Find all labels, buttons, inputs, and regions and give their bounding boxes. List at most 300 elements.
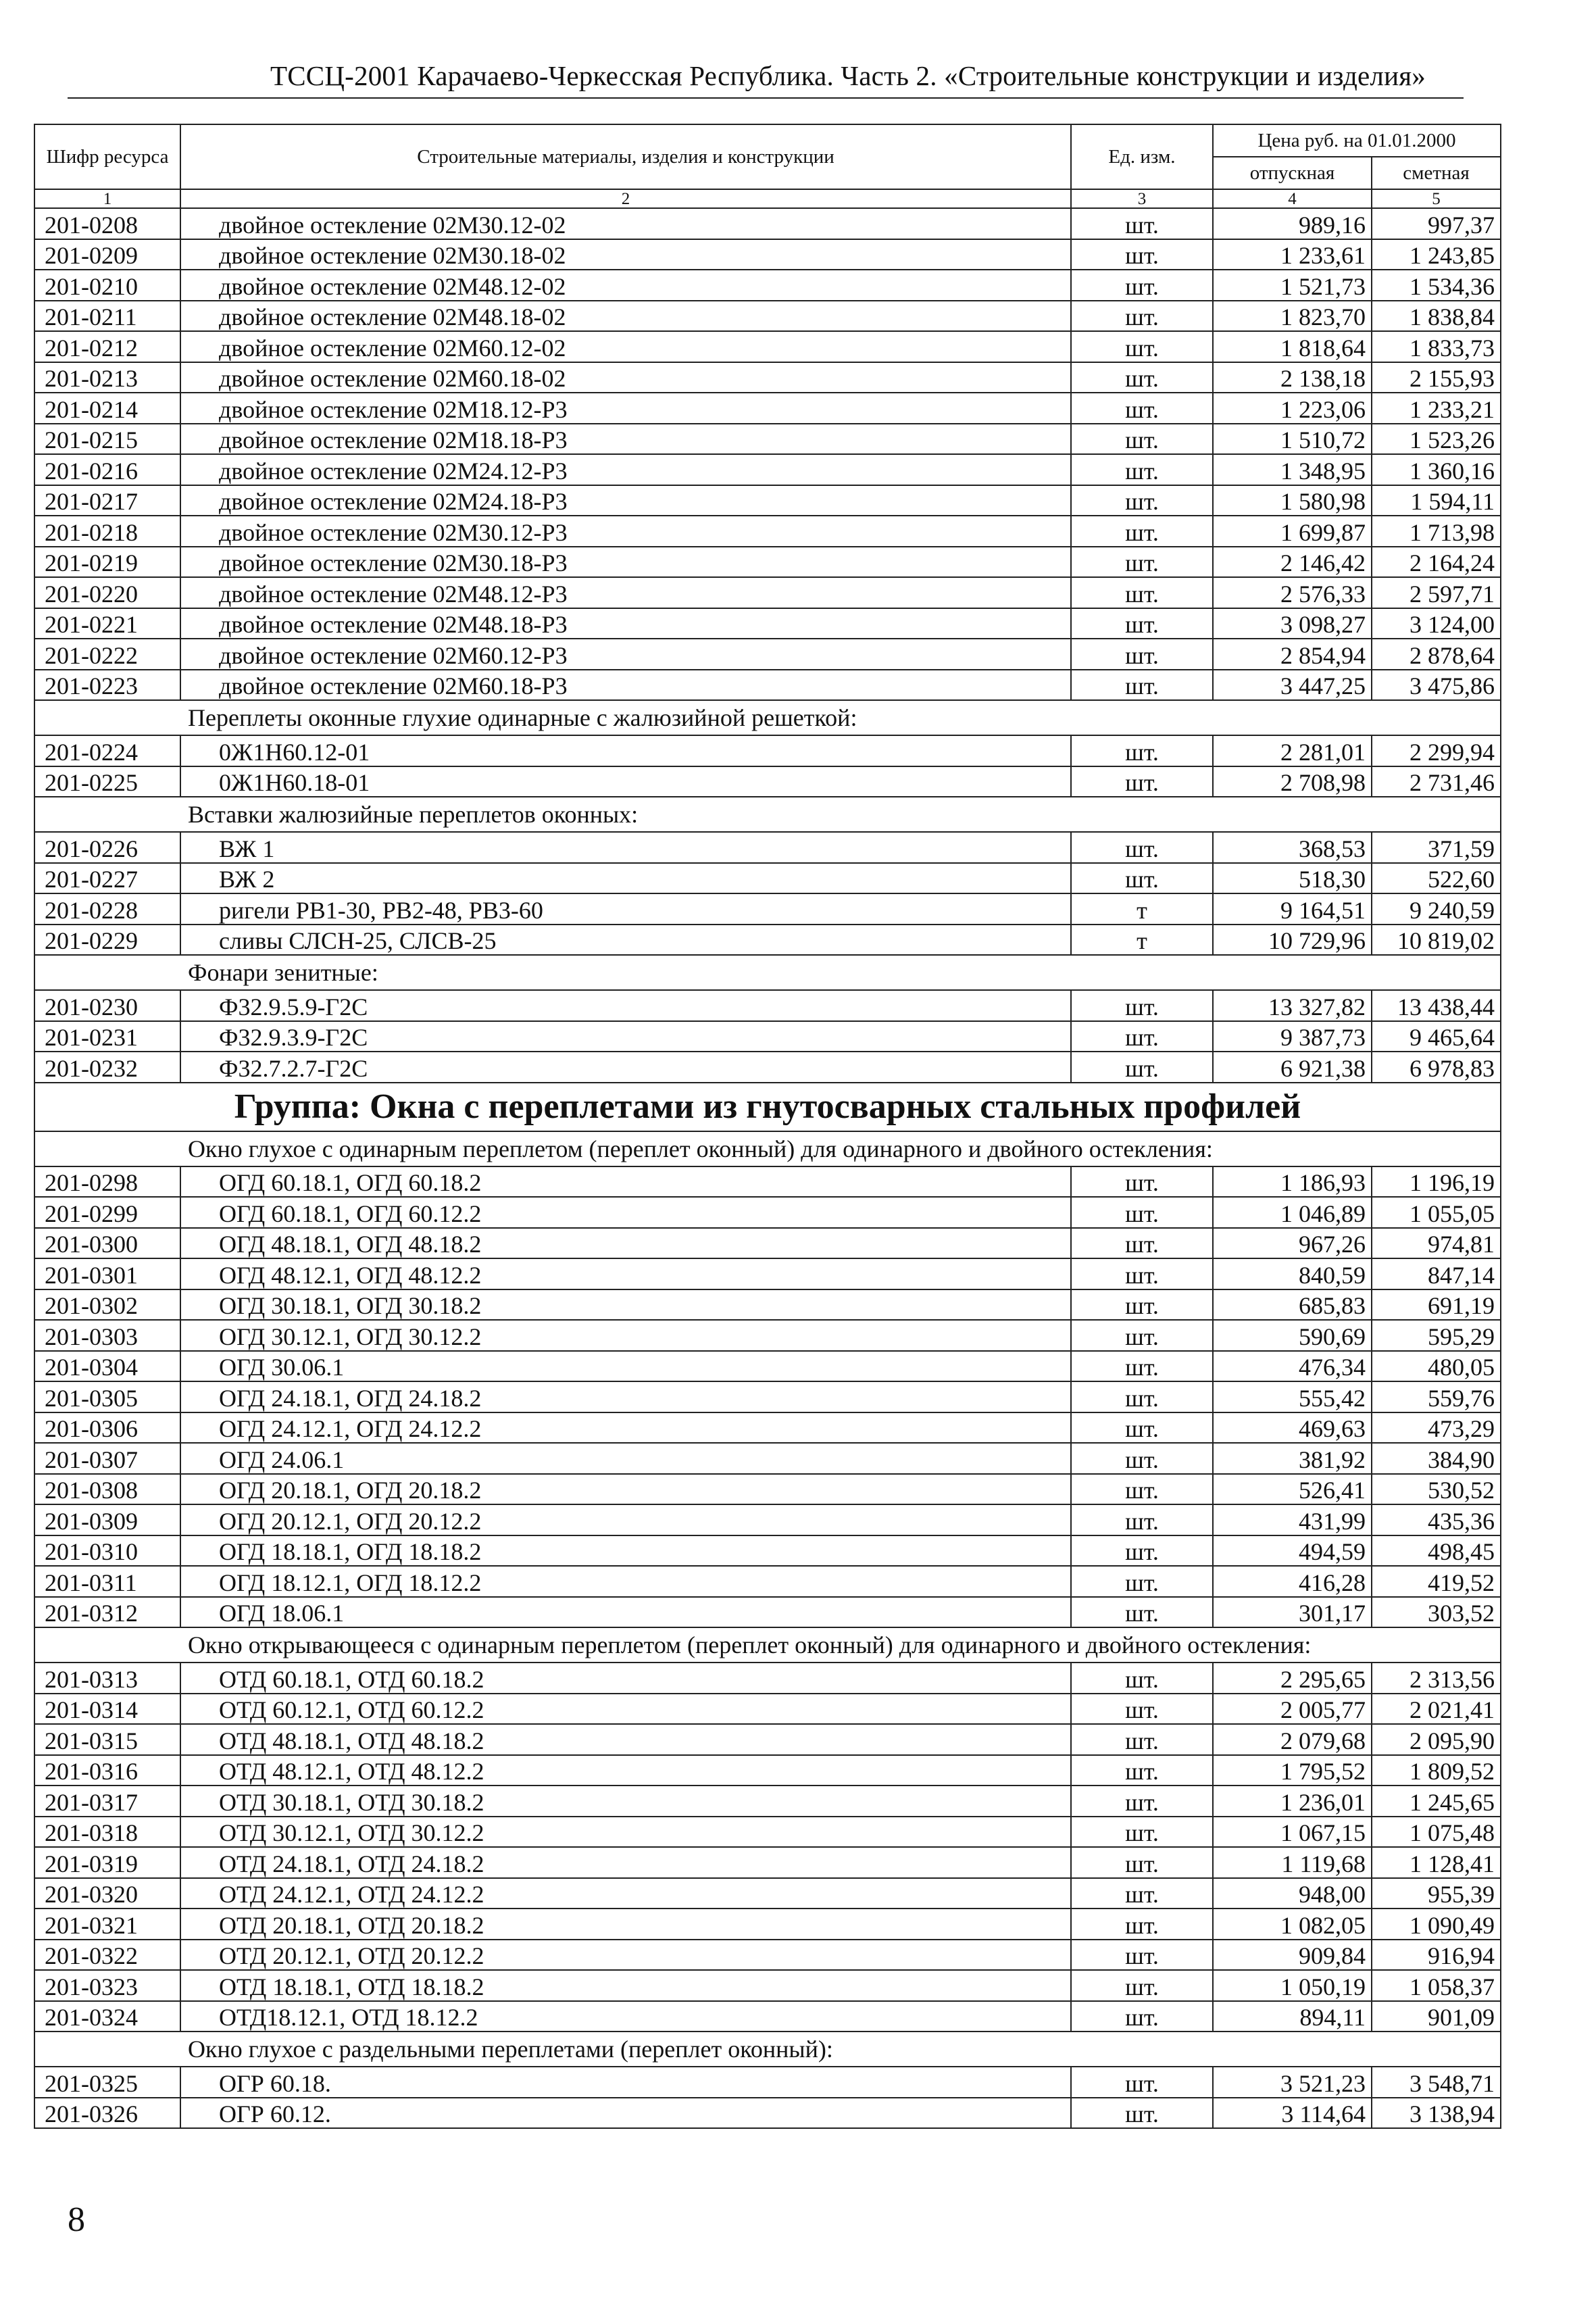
resource-code: 201-0303 [34, 1320, 180, 1351]
resource-code: 201-0325 [34, 2067, 180, 2098]
item-name: ОТД 30.18.1, ОТД 30.18.2 [180, 1786, 1071, 1817]
estimate-price: 1 055,05 [1372, 1197, 1501, 1228]
table-row [34, 1443, 1501, 1474]
resource-code: 201-0211 [34, 301, 180, 332]
table-row [34, 1755, 1501, 1786]
item-name: ВЖ 1 [180, 832, 1071, 863]
unit-of-measure: шт. [1071, 208, 1213, 239]
item-name: двойное остекление 02М48.18-Р3 [180, 608, 1071, 639]
item-name: двойное остекление 02М60.18-Р3 [180, 670, 1071, 701]
col-number-3: 3 [1071, 189, 1213, 208]
item-name: двойное остекление 02М60.12-02 [180, 331, 1071, 362]
resource-code: 201-0318 [34, 1817, 180, 1848]
unit-of-measure: шт. [1071, 2098, 1213, 2129]
estimate-price: 1 833,73 [1372, 331, 1501, 362]
release-price: 3 098,27 [1213, 608, 1372, 639]
unit-of-measure: шт. [1071, 1566, 1213, 1597]
resource-code: 201-0225 [34, 766, 180, 797]
unit-of-measure: шт. [1071, 608, 1213, 639]
subsection-heading-row [34, 955, 1501, 990]
unit-of-measure: шт. [1071, 516, 1213, 547]
resource-code: 201-0315 [34, 1724, 180, 1755]
resource-code: 201-0215 [34, 424, 180, 455]
table-row [34, 2001, 1501, 2032]
item-name: двойное остекление 02М48.12-02 [180, 270, 1071, 301]
col-header-unit: Ед. изм. [1071, 124, 1213, 189]
estimate-price: 2 095,90 [1372, 1724, 1501, 1755]
table-row [34, 1197, 1501, 1228]
item-name: ОГД 30.18.1, ОГД 30.18.2 [180, 1289, 1071, 1321]
item-name: ОТД 24.18.1, ОТД 24.18.2 [180, 1847, 1071, 1878]
resource-code: 201-0298 [34, 1166, 180, 1198]
release-price: 1 348,95 [1213, 454, 1372, 485]
estimate-price: 955,39 [1372, 1878, 1501, 1909]
table-row [34, 1566, 1501, 1597]
item-name: ОГД 18.06.1 [180, 1597, 1071, 1628]
unit-of-measure: шт. [1071, 1724, 1213, 1755]
table-row [34, 1535, 1501, 1567]
col-number-1: 1 [34, 189, 180, 208]
estimate-price: 1 360,16 [1372, 454, 1501, 485]
resource-code: 201-0299 [34, 1197, 180, 1228]
table-row [34, 301, 1501, 332]
release-price: 2 708,98 [1213, 766, 1372, 797]
resource-code: 201-0222 [34, 639, 180, 670]
col-number-2: 2 [180, 189, 1071, 208]
resource-code: 201-0307 [34, 1443, 180, 1474]
unit-of-measure: шт. [1071, 270, 1213, 301]
estimate-price: 1 809,52 [1372, 1755, 1501, 1786]
col-header-release: отпускная [1213, 157, 1372, 189]
release-price: 3 447,25 [1213, 670, 1372, 701]
item-name: ОГД 48.12.1, ОГД 48.12.2 [180, 1258, 1071, 1289]
unit-of-measure: шт. [1071, 1381, 1213, 1412]
unit-of-measure: шт. [1071, 1909, 1213, 1940]
item-name: ОГД 20.12.1, ОГД 20.12.2 [180, 1504, 1071, 1535]
item-name: двойное остекление 02М60.12-Р3 [180, 639, 1071, 670]
subsection-heading-row [34, 1131, 1501, 1166]
unit-of-measure: шт. [1071, 735, 1213, 766]
unit-of-measure: шт. [1071, 2001, 1213, 2032]
table-row [34, 1052, 1501, 1083]
unit-of-measure: шт. [1071, 1817, 1213, 1848]
resource-code: 201-0217 [34, 485, 180, 516]
release-price: 301,17 [1213, 1597, 1372, 1628]
estimate-price: 2 597,71 [1372, 577, 1501, 608]
release-price: 1 186,93 [1213, 1166, 1372, 1198]
item-name: ОТД 60.12.1, ОТД 60.12.2 [180, 1694, 1071, 1725]
release-price: 13 327,82 [1213, 990, 1372, 1021]
table-row [34, 270, 1501, 301]
resource-code: 201-0311 [34, 1566, 180, 1597]
estimate-price: 9 240,59 [1372, 893, 1501, 925]
subsection-heading: Фонари зенитные: [34, 955, 1501, 990]
estimate-price: 1 534,36 [1372, 270, 1501, 301]
estimate-price: 2 878,64 [1372, 639, 1501, 670]
table-row [34, 424, 1501, 455]
table-row [34, 454, 1501, 485]
header-rule [68, 97, 1464, 99]
resource-code: 201-0305 [34, 1381, 180, 1412]
estimate-price: 13 438,44 [1372, 990, 1501, 1021]
resource-code: 201-0321 [34, 1909, 180, 1940]
table-row [34, 331, 1501, 362]
table-row [34, 1940, 1501, 1971]
table-row [34, 1351, 1501, 1382]
item-name: ОГД 60.18.1, ОГД 60.18.2 [180, 1166, 1071, 1198]
table-row [34, 1381, 1501, 1412]
item-name: двойное остекление 02М30.18-02 [180, 239, 1071, 270]
resource-code: 201-0317 [34, 1786, 180, 1817]
unit-of-measure: шт. [1071, 1847, 1213, 1878]
release-price: 948,00 [1213, 1878, 1372, 1909]
unit-of-measure: шт. [1071, 1021, 1213, 1052]
unit-of-measure: шт. [1071, 362, 1213, 393]
estimate-price: 435,36 [1372, 1504, 1501, 1535]
estimate-price: 1 838,84 [1372, 301, 1501, 332]
subsection-heading-row [34, 700, 1501, 735]
resource-code: 201-0312 [34, 1597, 180, 1628]
table-row [34, 1412, 1501, 1444]
estimate-price: 847,14 [1372, 1258, 1501, 1289]
unit-of-measure: шт. [1071, 1289, 1213, 1321]
release-price: 1 119,68 [1213, 1847, 1372, 1878]
resource-code: 201-0220 [34, 577, 180, 608]
page-header-title: ТССЦ-2001 Карачаево-Черкесская Республика. Часть 2. «Строительные конструкции и изделия» [270, 60, 1426, 91]
item-name: ОГД 48.18.1, ОГД 48.18.2 [180, 1228, 1071, 1259]
unit-of-measure: шт. [1071, 670, 1213, 701]
estimate-price: 1 243,85 [1372, 239, 1501, 270]
item-name: ОТД 18.18.1, ОТД 18.18.2 [180, 1970, 1071, 2001]
header-number-row [34, 189, 1501, 208]
estimate-price: 1 594,11 [1372, 485, 1501, 516]
table-row [34, 608, 1501, 639]
estimate-price: 916,94 [1372, 1940, 1501, 1971]
resource-code: 201-0320 [34, 1878, 180, 1909]
release-price: 2 079,68 [1213, 1724, 1372, 1755]
resource-code: 201-0228 [34, 893, 180, 925]
unit-of-measure: шт. [1071, 1535, 1213, 1567]
release-price: 840,59 [1213, 1258, 1372, 1289]
release-price: 1 236,01 [1213, 1786, 1372, 1817]
group-heading-row [34, 1083, 1501, 1131]
table-row [34, 925, 1501, 956]
resource-code: 201-0216 [34, 454, 180, 485]
table-row [34, 893, 1501, 925]
table-row [34, 735, 1501, 766]
unit-of-measure: шт. [1071, 393, 1213, 424]
estimate-price: 974,81 [1372, 1228, 1501, 1259]
resource-code: 201-0314 [34, 1694, 180, 1725]
estimate-price: 480,05 [1372, 1351, 1501, 1382]
unit-of-measure: шт. [1071, 766, 1213, 797]
item-name: Ф32.7.2.7-Г2С [180, 1052, 1071, 1083]
unit-of-measure: шт. [1071, 577, 1213, 608]
table-row [34, 1021, 1501, 1052]
table-row [34, 1504, 1501, 1535]
resource-code: 201-0232 [34, 1052, 180, 1083]
item-name: ОГД 18.12.1, ОГД 18.12.2 [180, 1566, 1071, 1597]
release-price: 1 082,05 [1213, 1909, 1372, 1940]
unit-of-measure: шт. [1071, 639, 1213, 670]
resource-code: 201-0221 [34, 608, 180, 639]
col-header-name: Строительные материалы, изделия и конструкции [180, 124, 1071, 189]
unit-of-measure: шт. [1071, 1258, 1213, 1289]
release-price: 909,84 [1213, 1940, 1372, 1971]
estimate-price: 1 245,65 [1372, 1786, 1501, 1817]
estimate-price: 473,29 [1372, 1412, 1501, 1444]
release-price: 526,41 [1213, 1474, 1372, 1505]
estimate-price: 2 731,46 [1372, 766, 1501, 797]
item-name: ОТД 48.18.1, ОТД 48.18.2 [180, 1724, 1071, 1755]
estimate-price: 1 090,49 [1372, 1909, 1501, 1940]
estimate-price: 6 978,83 [1372, 1052, 1501, 1083]
unit-of-measure: шт. [1071, 547, 1213, 578]
estimate-price: 2 313,56 [1372, 1663, 1501, 1694]
item-name: Ф32.9.3.9-Г2С [180, 1021, 1071, 1052]
table-row [34, 1847, 1501, 1878]
col-header-price: Цена руб. на 01.01.2000 [1213, 124, 1501, 157]
item-name: ОТД 24.12.1, ОТД 24.12.2 [180, 1878, 1071, 1909]
estimate-price: 419,52 [1372, 1566, 1501, 1597]
estimate-price: 1 075,48 [1372, 1817, 1501, 1848]
table-row [34, 1320, 1501, 1351]
estimate-price: 1 233,21 [1372, 393, 1501, 424]
estimate-price: 498,45 [1372, 1535, 1501, 1567]
resource-code: 201-0224 [34, 735, 180, 766]
estimate-price: 2 021,41 [1372, 1694, 1501, 1725]
table-row [34, 1289, 1501, 1321]
estimate-price: 2 155,93 [1372, 362, 1501, 393]
release-price: 1 046,89 [1213, 1197, 1372, 1228]
release-price: 1 050,19 [1213, 1970, 1372, 2001]
subsection-heading: Окно глухое с одинарным переплетом (переплет оконный) для одинарного и двойного остекления: [34, 1131, 1501, 1166]
resource-code: 201-0212 [34, 331, 180, 362]
unit-of-measure: шт. [1071, 1474, 1213, 1505]
unit-of-measure: шт. [1071, 1597, 1213, 1628]
release-price: 2 005,77 [1213, 1694, 1372, 1725]
release-price: 416,28 [1213, 1566, 1372, 1597]
resource-code: 201-0227 [34, 863, 180, 894]
item-name: двойное остекление 02М30.18-Р3 [180, 547, 1071, 578]
item-name: Ф32.9.5.9-Г2С [180, 990, 1071, 1021]
table-row [34, 639, 1501, 670]
resource-code: 201-0313 [34, 1663, 180, 1694]
table-row [34, 577, 1501, 608]
item-name: двойное остекление 02М24.12-Р3 [180, 454, 1071, 485]
table-row [34, 1597, 1501, 1628]
unit-of-measure: шт. [1071, 1878, 1213, 1909]
release-price: 494,59 [1213, 1535, 1372, 1567]
item-name: ОТД18.12.1, ОТД 18.12.2 [180, 2001, 1071, 2032]
item-name: двойное остекление 02М48.12-Р3 [180, 577, 1071, 608]
table-row [34, 1878, 1501, 1909]
estimate-price: 10 819,02 [1372, 925, 1501, 956]
table-row [34, 362, 1501, 393]
item-name: ОГР 60.18. [180, 2067, 1071, 2098]
col-header-code: Шифр ресурса [34, 124, 180, 189]
unit-of-measure: шт. [1071, 485, 1213, 516]
item-name: ОГД 24.06.1 [180, 1443, 1071, 1474]
estimate-price: 522,60 [1372, 863, 1501, 894]
table-row [34, 516, 1501, 547]
subsection-heading: Переплеты оконные глухие одинарные с жалюзийной решеткой: [34, 700, 1501, 735]
estimate-price: 1 713,98 [1372, 516, 1501, 547]
release-price: 1 233,61 [1213, 239, 1372, 270]
resource-code: 201-0310 [34, 1535, 180, 1567]
estimate-price: 9 465,64 [1372, 1021, 1501, 1052]
release-price: 1 510,72 [1213, 424, 1372, 455]
estimate-price: 595,29 [1372, 1320, 1501, 1351]
resource-code: 201-0213 [34, 362, 180, 393]
release-price: 518,30 [1213, 863, 1372, 894]
item-name: ОТД 20.12.1, ОТД 20.12.2 [180, 1940, 1071, 1971]
estimate-price: 3 548,71 [1372, 2067, 1501, 2098]
estimate-price: 384,90 [1372, 1443, 1501, 1474]
estimate-price: 2 164,24 [1372, 547, 1501, 578]
resource-code: 201-0231 [34, 1021, 180, 1052]
release-price: 2 576,33 [1213, 577, 1372, 608]
release-price: 555,42 [1213, 1381, 1372, 1412]
table-row [34, 1258, 1501, 1289]
release-price: 476,34 [1213, 1351, 1372, 1382]
estimate-price: 2 299,94 [1372, 735, 1501, 766]
resource-code: 201-0300 [34, 1228, 180, 1259]
unit-of-measure: шт. [1071, 990, 1213, 1021]
unit-of-measure: шт. [1071, 1166, 1213, 1198]
item-name: ОГД 20.18.1, ОГД 20.18.2 [180, 1474, 1071, 1505]
item-name: двойное остекление 02М60.18-02 [180, 362, 1071, 393]
item-name: ОТД 48.12.1, ОТД 48.12.2 [180, 1755, 1071, 1786]
resource-code: 201-0323 [34, 1970, 180, 2001]
release-price: 1 521,73 [1213, 270, 1372, 301]
estimate-price: 691,19 [1372, 1289, 1501, 1321]
item-name: ОГД 60.18.1, ОГД 60.12.2 [180, 1197, 1071, 1228]
estimate-price: 3 138,94 [1372, 2098, 1501, 2129]
unit-of-measure: шт. [1071, 1052, 1213, 1083]
price-table-body [34, 124, 1501, 2128]
resource-code: 201-0301 [34, 1258, 180, 1289]
table-row [34, 547, 1501, 578]
item-name: ОГД 18.18.1, ОГД 18.18.2 [180, 1535, 1071, 1567]
estimate-price: 1 523,26 [1372, 424, 1501, 455]
release-price: 2 281,01 [1213, 735, 1372, 766]
table-row [34, 1724, 1501, 1755]
release-price: 1 795,52 [1213, 1755, 1372, 1786]
unit-of-measure: шт. [1071, 239, 1213, 270]
item-name: ВЖ 2 [180, 863, 1071, 894]
item-name: ОГР 60.12. [180, 2098, 1071, 2129]
table-row [34, 239, 1501, 270]
table-row [34, 832, 1501, 863]
release-price: 2 295,65 [1213, 1663, 1372, 1694]
release-price: 590,69 [1213, 1320, 1372, 1351]
estimate-price: 303,52 [1372, 1597, 1501, 1628]
release-price: 368,53 [1213, 832, 1372, 863]
release-price: 967,26 [1213, 1228, 1372, 1259]
resource-code: 201-0319 [34, 1847, 180, 1878]
item-name: 0Ж1Н60.18-01 [180, 766, 1071, 797]
table-row [34, 766, 1501, 797]
release-price: 381,92 [1213, 1443, 1372, 1474]
resource-code: 201-0229 [34, 925, 180, 956]
release-price: 9 387,73 [1213, 1021, 1372, 1052]
item-name: двойное остекление 02М18.18-Р3 [180, 424, 1071, 455]
release-price: 1 699,87 [1213, 516, 1372, 547]
estimate-price: 1 196,19 [1372, 1166, 1501, 1198]
unit-of-measure: шт. [1071, 1351, 1213, 1382]
resource-code: 201-0324 [34, 2001, 180, 2032]
unit-of-measure: шт. [1071, 1694, 1213, 1725]
estimate-price: 3 124,00 [1372, 608, 1501, 639]
resource-code: 201-0210 [34, 270, 180, 301]
subsection-heading: Окно глухое с раздельными переплетами (переплет оконный): [34, 2032, 1501, 2067]
release-price: 685,83 [1213, 1289, 1372, 1321]
release-price: 989,16 [1213, 208, 1372, 239]
release-price: 3 521,23 [1213, 2067, 1372, 2098]
unit-of-measure: шт. [1071, 301, 1213, 332]
release-price: 2 854,94 [1213, 639, 1372, 670]
release-price: 469,63 [1213, 1412, 1372, 1444]
unit-of-measure: шт. [1071, 1970, 1213, 2001]
resource-code: 201-0219 [34, 547, 180, 578]
unit-of-measure: шт. [1071, 331, 1213, 362]
col-number-4: 4 [1213, 189, 1372, 208]
table-row [34, 1817, 1501, 1848]
release-price: 1 223,06 [1213, 393, 1372, 424]
release-price: 894,11 [1213, 2001, 1372, 2032]
resource-code: 201-0302 [34, 1289, 180, 1321]
item-name: ОГД 24.12.1, ОГД 24.12.2 [180, 1412, 1071, 1444]
unit-of-measure: шт. [1071, 832, 1213, 863]
release-price: 431,99 [1213, 1504, 1372, 1535]
resource-code: 201-0304 [34, 1351, 180, 1382]
release-price: 10 729,96 [1213, 925, 1372, 956]
item-name: ОГД 30.12.1, ОГД 30.12.2 [180, 1320, 1071, 1351]
unit-of-measure: шт. [1071, 863, 1213, 894]
estimate-price: 371,59 [1372, 832, 1501, 863]
item-name: ОГД 30.06.1 [180, 1351, 1071, 1382]
resource-code: 201-0322 [34, 1940, 180, 1971]
unit-of-measure: т [1071, 893, 1213, 925]
subsection-heading-row [34, 1627, 1501, 1663]
table-row [34, 670, 1501, 701]
item-name: ОТД 30.12.1, ОТД 30.12.2 [180, 1817, 1071, 1848]
resource-code: 201-0316 [34, 1755, 180, 1786]
unit-of-measure: шт. [1071, 1443, 1213, 1474]
price-table [34, 124, 1501, 2129]
table-row [34, 1228, 1501, 1259]
estimate-price: 530,52 [1372, 1474, 1501, 1505]
subsection-heading-row [34, 2032, 1501, 2067]
unit-of-measure: шт. [1071, 1197, 1213, 1228]
resource-code: 201-0309 [34, 1504, 180, 1535]
resource-code: 201-0326 [34, 2098, 180, 2129]
unit-of-measure: шт. [1071, 1663, 1213, 1694]
item-name: сливы СЛСН-25, СЛСВ-25 [180, 925, 1071, 956]
unit-of-measure: шт. [1071, 2067, 1213, 2098]
release-price: 1 580,98 [1213, 485, 1372, 516]
estimate-price: 3 475,86 [1372, 670, 1501, 701]
item-name: ОТД 60.18.1, ОТД 60.18.2 [180, 1663, 1071, 1694]
release-price: 3 114,64 [1213, 2098, 1372, 2129]
resource-code: 201-0208 [34, 208, 180, 239]
group-heading: Группа: Окна с переплетами из гнутосварных стальных профилей [34, 1083, 1501, 1131]
estimate-price: 1 128,41 [1372, 1847, 1501, 1878]
release-price: 1 067,15 [1213, 1817, 1372, 1848]
estimate-price: 1 058,37 [1372, 1970, 1501, 2001]
table-row [34, 2067, 1501, 2098]
